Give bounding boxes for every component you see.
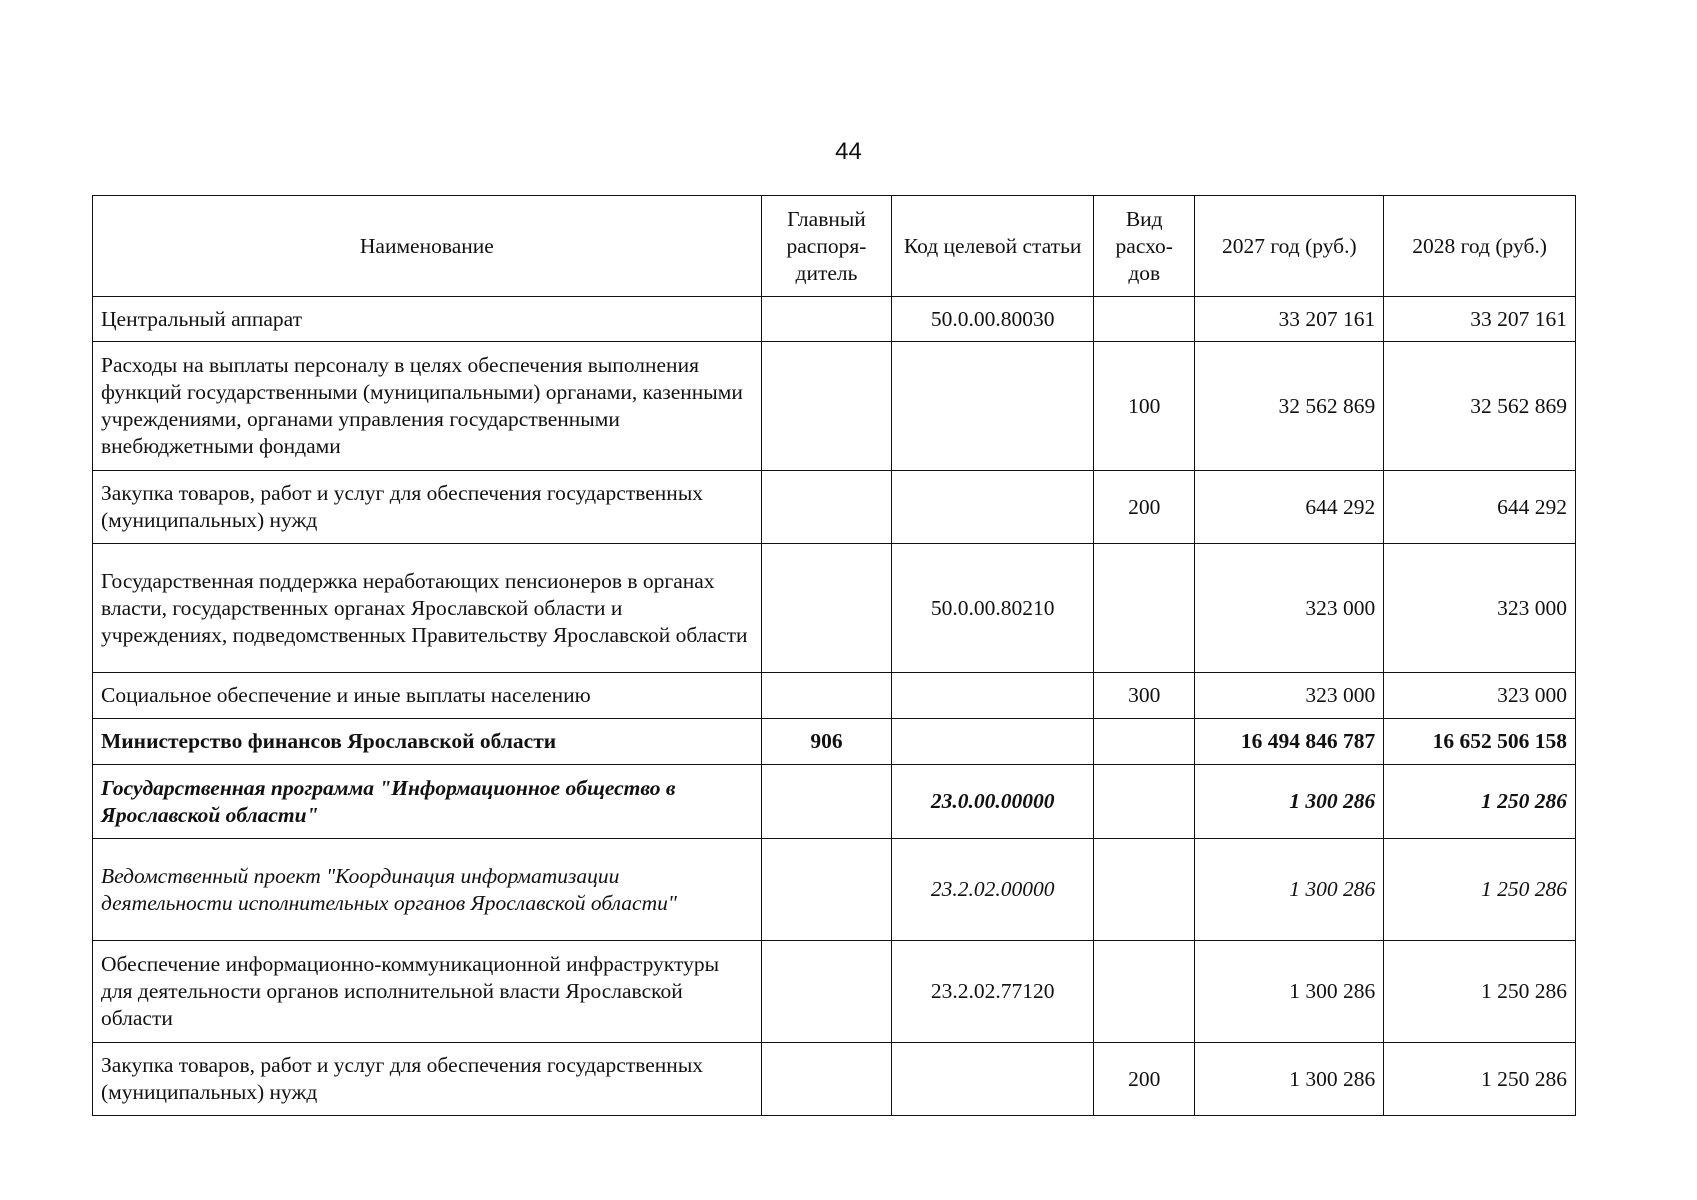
row-name: Ведомственный проект "Координация информатизации деятельности исполнительных органов Ярославской области" — [93, 839, 762, 941]
row-code: 23.2.02.77120 — [892, 941, 1094, 1043]
row-manager — [761, 471, 892, 544]
row-name: Министерство финансов Ярославской области — [93, 719, 762, 765]
row-2028: 33 207 161 — [1384, 297, 1576, 342]
row-code — [892, 719, 1094, 765]
row-code: 50.0.00.80030 — [892, 297, 1094, 342]
row-2027: 323 000 — [1195, 544, 1384, 673]
row-2027: 1 300 286 — [1195, 765, 1384, 839]
page-number: 44 — [835, 138, 862, 165]
row-2028: 323 000 — [1384, 673, 1576, 719]
row-type — [1094, 544, 1195, 673]
row-type — [1094, 839, 1195, 941]
table-row — [93, 342, 1576, 471]
row-name: Государственная поддержка неработающих пенсионеров в органах власти, государственных органах Ярославской области и учреждениях, подведомственных Правительству Ярославской области — [93, 544, 762, 673]
header-name: Наименование — [93, 196, 762, 297]
row-code: 50.0.00.80210 — [892, 544, 1094, 673]
row-2028: 644 292 — [1384, 471, 1576, 544]
row-2027: 1 300 286 — [1195, 839, 1384, 941]
header-2028: 2028 год (руб.) — [1384, 196, 1576, 297]
header-manager: Главный распоря-дитель — [761, 196, 892, 297]
row-name: Обеспечение информационно-коммуникационной инфраструктуры для деятельности органов исполнительной власти Ярославской области — [93, 941, 762, 1043]
row-2028: 323 000 — [1384, 544, 1576, 673]
row-name: Закупка товаров, работ и услуг для обеспечения государственных (муниципальных) нужд — [93, 1043, 762, 1116]
row-code — [892, 342, 1094, 471]
header-code: Код целевой статьи — [892, 196, 1094, 297]
header-type: Вид расхо-дов — [1094, 196, 1195, 297]
row-2027: 1 300 286 — [1195, 941, 1384, 1043]
table-row — [93, 544, 1576, 673]
table-row — [93, 941, 1576, 1043]
row-manager — [761, 1043, 892, 1116]
row-manager — [761, 765, 892, 839]
row-type: 200 — [1094, 1043, 1195, 1116]
row-type: 300 — [1094, 673, 1195, 719]
row-2027: 644 292 — [1195, 471, 1384, 544]
row-2027: 32 562 869 — [1195, 342, 1384, 471]
row-2028: 1 250 286 — [1384, 765, 1576, 839]
row-2028: 16 652 506 158 — [1384, 719, 1576, 765]
row-type — [1094, 719, 1195, 765]
row-name: Расходы на выплаты персоналу в целях обеспечения выполнения функций государственными (муниципальными) органами, казенными учреждениями, органами управления государственными внебюджетными фондами — [93, 342, 762, 471]
row-code: 23.0.00.00000 — [892, 765, 1094, 839]
table-row — [93, 1043, 1576, 1116]
row-name: Центральный аппарат — [93, 297, 762, 342]
table-row — [93, 673, 1576, 719]
row-code: 23.2.02.00000 — [892, 839, 1094, 941]
row-name: Государственная программа "Информационное общество в Ярославской области" — [93, 765, 762, 839]
row-2028: 1 250 286 — [1384, 1043, 1576, 1116]
row-type — [1094, 941, 1195, 1043]
row-2027: 16 494 846 787 — [1195, 719, 1384, 765]
table-row — [93, 765, 1576, 839]
budget-table — [92, 195, 1576, 1116]
table-row — [93, 471, 1576, 544]
row-code — [892, 471, 1094, 544]
header-2027: 2027 год (руб.) — [1195, 196, 1384, 297]
table-row — [93, 719, 1576, 765]
row-manager — [761, 941, 892, 1043]
table-row — [93, 297, 1576, 342]
table-header-row — [93, 196, 1576, 297]
row-2028: 32 562 869 — [1384, 342, 1576, 471]
row-manager — [761, 544, 892, 673]
row-manager: 906 — [761, 719, 892, 765]
row-2027: 1 300 286 — [1195, 1043, 1384, 1116]
row-2027: 323 000 — [1195, 673, 1384, 719]
row-manager — [761, 342, 892, 471]
row-name: Социальное обеспечение и иные выплаты населению — [93, 673, 762, 719]
row-manager — [761, 839, 892, 941]
row-code — [892, 673, 1094, 719]
row-code — [892, 1043, 1094, 1116]
row-2028: 1 250 286 — [1384, 839, 1576, 941]
row-type: 100 — [1094, 342, 1195, 471]
row-type — [1094, 765, 1195, 839]
table-row — [93, 839, 1576, 941]
row-manager — [761, 673, 892, 719]
row-type — [1094, 297, 1195, 342]
row-name: Закупка товаров, работ и услуг для обеспечения государственных (муниципальных) нужд — [93, 471, 762, 544]
row-2027: 33 207 161 — [1195, 297, 1384, 342]
row-2028: 1 250 286 — [1384, 941, 1576, 1043]
row-manager — [761, 297, 892, 342]
row-type: 200 — [1094, 471, 1195, 544]
